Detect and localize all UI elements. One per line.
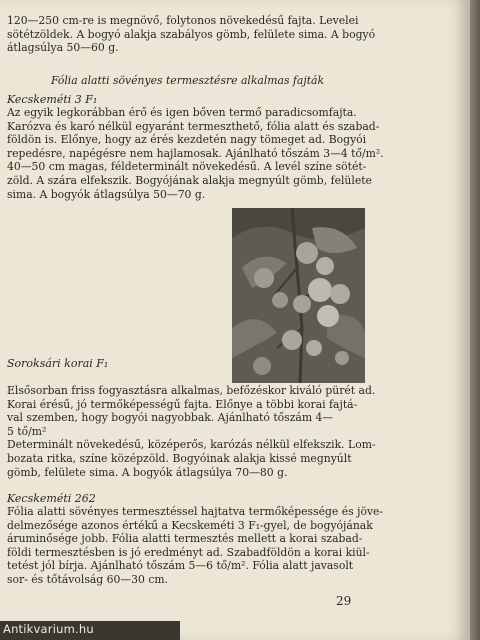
- cultivar-name-kecskemeti-262: Kecskeméti 262: [7, 492, 96, 505]
- text-line: Karózva és karó nélkül egyaránt termeszthető, fólia alatt és szabad-: [7, 119, 380, 133]
- text-line: sötétzöldek. A bogyó alakja szabályos gömb, felülete sima. A bogyó: [7, 27, 376, 41]
- cultivar-description-soroksari-korai: [7, 384, 376, 479]
- text-line: Korai érésű, jó termőképességű fajta. Előnye a többi korai fajtá-: [7, 397, 358, 411]
- text-line: zöld. A szára elfekszik. Bogyójának alakja megnyúlt gömb, felülete: [7, 173, 372, 187]
- text-line: Determinált növekedésű, középerős, karózás nélkül elfekszik. Lom-: [7, 438, 376, 452]
- book-gutter: [470, 0, 480, 640]
- text-line: delmezősége azonos értékű a Kecskeméti 3 F₁-gyel, de bogyójának: [7, 518, 373, 532]
- text-line: 5 tő/m²: [7, 424, 47, 438]
- cultivar-name-kecskemeti-3: Kecskeméti 3 F₁: [7, 93, 98, 106]
- text-line: repedésre, napégésre nem hajlamosak. Ajánlható tőszám 3—4 tő/m².: [7, 146, 384, 160]
- text-line: átlagsúlya 50—60 g.: [7, 41, 119, 55]
- text-line: földi termesztésben is jó eredményt ad. Szabadföldön a korai kiül-: [7, 545, 370, 559]
- text-line: Az egyik legkorábban érő és igen bőven termő paradicsomfajta.: [7, 106, 357, 119]
- text-line: sima. A bogyók átlagsúlya 50—70 g.: [7, 187, 206, 201]
- text-line: Elsősorban friss fogyasztásra alkalmas, befőzéskor kiváló pürét ad.: [7, 384, 376, 397]
- text-line: Fólia alatti sövényes termesztéssel hajtatva termőképessége és jöve-: [7, 505, 384, 518]
- text-line: 120—250 cm-re is megnövő, folytonos növekedésű fajta. Levelei: [7, 14, 359, 27]
- section-heading: Fólia alatti sövényes termesztésre alkalmas fajták: [50, 74, 325, 87]
- text-line: val szemben, hogy bogyói nagyobbak. Ajánlható tőszám 4—: [7, 411, 334, 425]
- text-line: bozata ritka, színe középzöld. Bogyóinak alakja kissé megnyúlt: [7, 451, 352, 465]
- cultivar-description-kecskemeti-3: [7, 106, 384, 201]
- watermark: Antikvarium.hu: [3, 622, 94, 636]
- intro-paragraph: [7, 14, 376, 55]
- page-number: 29: [336, 594, 352, 608]
- text-line: áruminősége jobb. Fólia alatti termesztés mellett a korai szabad-: [7, 532, 363, 546]
- cultivar-name-soroksari-korai: Soroksári korai F₁: [7, 357, 109, 370]
- tomato-plant-photo: [232, 208, 365, 383]
- text-line: sor- és tőtávolság 60—30 cm.: [7, 572, 169, 586]
- text-line: földön is. Előnye, hogy az érés kezdetén nagy tömeget ad. Bogyói: [7, 133, 367, 147]
- text-line: gömb, felülete sima. A bogyók átlagsúlya 70—80 g.: [7, 465, 288, 479]
- cultivar-description-kecskemeti-262: [7, 505, 384, 587]
- text-line: tetést jól bírja. Ajánlható tőszám 5—6 tő/m². Fólia alatt javasolt: [7, 559, 354, 573]
- text-line: 40—50 cm magas, féldeterminált növekedésű. A levél színe sötét-: [7, 160, 367, 174]
